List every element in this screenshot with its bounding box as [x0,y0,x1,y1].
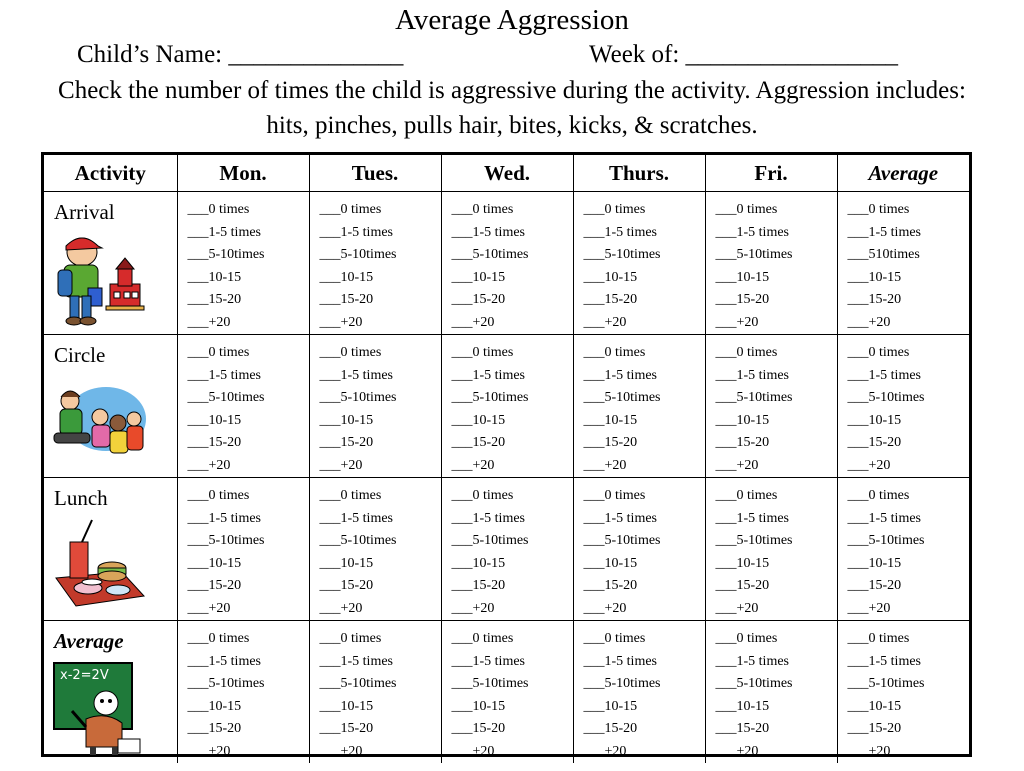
options-cell-mon [177,335,309,478]
options-cell-fri [705,621,837,764]
checkbox-option[interactable]: ___5-10times [319,390,397,405]
checkbox-option[interactable]: ___15-20 [583,435,638,450]
checkbox-option[interactable]: ___10-15 [847,555,902,571]
checkbox-option[interactable]: ___+20 [715,314,759,330]
checkbox-option[interactable]: ___+20 [715,743,759,759]
checkbox-option[interactable]: ___1-5 times [583,510,657,526]
checkbox-option[interactable]: ___+20 [715,600,759,616]
checkbox-option[interactable]: ___0 times [319,345,382,360]
checkbox-option[interactable]: ___10-15 [187,412,242,428]
checkbox-option[interactable]: ___10-15 [583,698,638,714]
child-with-backpack-art [52,232,146,327]
option-list [584,485,705,620]
checkbox-option[interactable]: ___15-20 [847,435,902,450]
aggression-table [44,155,969,763]
activity-label: Average [54,629,124,653]
checkbox-option[interactable]: ___15-20 [319,578,374,593]
checkbox-option[interactable]: ___15-20 [715,578,770,593]
option-list [716,342,837,477]
checkbox-option[interactable]: ___1-5 times [187,367,261,383]
checkbox-option[interactable]: ___+20 [187,457,231,473]
checkbox-option[interactable]: ___1-5 times [451,224,525,240]
options-cell-average [837,192,969,335]
options-cell-thurs [573,335,705,478]
col-header-tues: Tues. [309,155,441,192]
option-list [188,628,309,763]
checkbox-option[interactable]: ___0 times [715,202,778,217]
checkbox-option[interactable]: ___15-20 [451,578,506,593]
checkbox-option[interactable]: ___0 times [319,202,382,217]
checkbox-option[interactable]: ___5-10times [583,533,661,548]
checkbox-option[interactable]: ___15-20 [451,435,506,450]
checkbox-option[interactable]: ___10-15 [583,269,638,285]
checkbox-option[interactable]: ___10-15 [847,269,902,285]
checkbox-option[interactable]: ___5-10times [583,390,661,405]
checkbox-option[interactable]: ___+20 [187,600,231,616]
checkbox-option[interactable]: ___10-15 [319,555,374,571]
header-row [44,155,969,192]
checkbox-option[interactable]: ___15-20 [847,721,902,736]
checkbox-option[interactable]: ___5-10times [847,676,925,691]
option-list [848,628,970,763]
checkbox-option[interactable]: ___10-15 [319,412,374,428]
option-list [584,342,705,477]
checkbox-option[interactable]: ___5-10times [715,676,793,691]
options-cell-fri [705,478,837,621]
option-list [716,485,837,620]
table-row [44,335,969,478]
checkbox-option[interactable]: ___5-10times [715,533,793,548]
checkbox-option[interactable]: ___15-20 [451,721,506,736]
option-list [320,199,441,334]
option-list [848,199,970,334]
option-list [320,628,441,763]
checkbox-option[interactable]: ___5-10times [187,390,265,405]
checkbox-option[interactable]: ___+20 [583,457,627,473]
checkbox-option[interactable]: ___10-15 [715,412,770,428]
checkbox-option[interactable]: ___5-10times [451,390,529,405]
checkbox-option[interactable]: ___1-5 times [187,510,261,526]
checkbox-option[interactable]: ___0 times [583,202,646,217]
checkbox-option[interactable]: ___5-10times [451,676,529,691]
checkbox-option[interactable]: ___10-15 [847,412,902,428]
checkbox-option[interactable]: ___0 times [715,345,778,360]
checkbox-option[interactable]: ___5-10times [319,247,397,262]
chalkboard-math-art [52,661,146,756]
activity-cell [44,335,177,478]
checkbox-option[interactable]: ___0 times [451,345,514,360]
options-cell-thurs [573,192,705,335]
page-title: Average Aggression [395,4,629,36]
checkbox-option[interactable]: ___0 times [451,631,514,646]
options-cell-wed [441,192,573,335]
checkbox-option[interactable]: ___1-5 times [583,224,657,240]
checkbox-option[interactable]: ___15-20 [583,721,638,736]
checkbox-option[interactable]: ___10-15 [715,555,770,571]
checkbox-option[interactable]: ___0 times [451,202,514,217]
checkbox-option[interactable]: ___5-10times [319,676,397,691]
checkbox-option[interactable]: ___10-15 [847,698,902,714]
checkbox-option[interactable]: ___0 times [187,202,250,217]
checkbox-option[interactable]: ___0 times [583,488,646,503]
checkbox-option[interactable]: ___5-10times [451,533,529,548]
checkbox-option[interactable]: ___0 times [847,488,910,503]
checkbox-option[interactable]: ___10-15 [319,698,374,714]
option-list [188,485,309,620]
options-cell-tues [309,478,441,621]
checkbox-option[interactable]: ___5-10times [583,676,661,691]
col-header-fri: Fri. [705,155,837,192]
col-header-activity: Activity [44,155,177,192]
checkbox-option[interactable]: ___0 times [451,488,514,503]
checkbox-option[interactable]: ___10-15 [583,555,638,571]
checkbox-option[interactable]: ___5-10times [715,247,793,262]
checkbox-option[interactable]: ___15-20 [187,578,242,593]
options-cell-thurs [573,621,705,764]
options-cell-average [837,621,969,764]
activity-label: Lunch [54,486,108,510]
checkbox-option[interactable]: ___15-20 [451,292,506,307]
option-list [188,199,309,334]
checkbox-option[interactable]: ___1-5 times [451,510,525,526]
instructions: Check the number of times the child is aggressive during the activity. Aggression includes: hits, pinches, pulls hair, bites, kicks, & scratches. [58,77,966,139]
checkbox-option[interactable]: ___5-10times [187,533,265,548]
checkbox-option[interactable]: ___1-5 times [715,510,789,526]
checkbox-option[interactable]: ___0 times [583,631,646,646]
checkbox-option[interactable]: ___1-5 times [847,224,921,240]
checkbox-option[interactable]: ___15-20 [847,578,902,593]
checkbox-option[interactable]: ___15-20 [847,292,902,307]
options-cell-thurs [573,478,705,621]
checkbox-option[interactable]: ___+20 [319,314,363,330]
checkbox-option[interactable]: ___10-15 [187,269,242,285]
checkbox-option[interactable]: ___10-15 [715,269,770,285]
checkbox-option[interactable]: ___0 times [187,631,250,646]
col-header-average: Average [837,155,969,192]
checkbox-option[interactable]: ___0 times [715,631,778,646]
checkbox-option[interactable]: ___15-20 [583,578,638,593]
checkbox-option[interactable]: ___15-20 [319,292,374,307]
worksheet-header [0,3,1024,143]
option-list [848,485,970,620]
checkbox-option[interactable]: ___+20 [847,600,891,616]
options-cell-fri [705,192,837,335]
options-cell-tues [309,335,441,478]
checkbox-option[interactable]: ___+20 [319,600,363,616]
checkbox-option[interactable]: ___+20 [583,314,627,330]
checkbox-option[interactable]: ___+20 [187,743,231,759]
checkbox-option[interactable]: ___15-20 [715,292,770,307]
options-cell-tues [309,192,441,335]
checkbox-option[interactable]: ___+20 [847,743,891,759]
checkbox-option[interactable]: ___15-20 [583,292,638,307]
child-name-field: Child’s Name: ______________ [77,41,404,68]
option-list [716,199,837,334]
teacher-with-children-art [52,375,146,470]
checkbox-option[interactable]: ___1-5 times [187,224,261,240]
checkbox-option[interactable]: ___15-20 [319,435,374,450]
option-list [452,628,573,763]
checkbox-option[interactable]: ___15-20 [715,721,770,736]
checkbox-option[interactable]: ___+20 [319,743,363,759]
col-header-wed: Wed. [441,155,573,192]
option-list [452,485,573,620]
checkbox-option[interactable]: ___10-15 [451,412,506,428]
checkbox-option[interactable]: ___10-15 [319,269,374,285]
options-cell-average [837,335,969,478]
checkbox-option[interactable]: ___1-5 times [715,224,789,240]
checkbox-option[interactable]: ___+20 [451,600,495,616]
option-list [584,199,705,334]
option-list [320,342,441,477]
checkbox-option[interactable]: ___1-5 times [715,367,789,383]
checkbox-option[interactable]: ___1-5 times [847,367,921,383]
checkbox-option[interactable]: ___10-15 [187,698,242,714]
col-header-thurs: Thurs. [573,155,705,192]
option-list [716,628,837,763]
table-row [44,192,969,335]
checkbox-option[interactable]: ___5-10times [451,247,529,262]
checkbox-option[interactable]: ___+20 [187,314,231,330]
checkbox-option[interactable]: ___5-10times [847,390,925,405]
checkbox-option[interactable]: ___5-10times [847,533,925,548]
option-list [188,342,309,477]
option-list [452,199,573,334]
options-cell-wed [441,621,573,764]
checkbox-option[interactable]: ___0 times [187,345,250,360]
checkbox-option[interactable]: ___+20 [451,743,495,759]
checkbox-option[interactable]: ___1-5 times [583,367,657,383]
checkbox-option[interactable]: ___15-20 [319,721,374,736]
checkbox-option[interactable]: ___1-5 times [319,224,393,240]
options-cell-fri [705,335,837,478]
checkbox-option[interactable]: ___1-5 times [451,367,525,383]
checkbox-option[interactable]: ___+20 [847,457,891,473]
checkbox-option[interactable]: ___5-10times [187,247,265,262]
week-of-field: Week of: _________________ [589,41,899,68]
checkbox-option[interactable]: ___0 times [847,202,910,217]
option-list [320,485,441,620]
options-cell-wed [441,478,573,621]
activity-label: Circle [54,343,106,367]
options-cell-average [837,478,969,621]
options-cell-mon [177,621,309,764]
name-week-row [0,37,1024,73]
checkbox-option[interactable]: ___+20 [583,600,627,616]
checkbox-option[interactable]: ___1-5 times [847,653,921,669]
col-header-mon: Mon. [177,155,309,192]
checkbox-option[interactable]: ___10-15 [715,698,770,714]
option-list [452,342,573,477]
activity-label: Arrival [54,200,115,224]
checkbox-option[interactable]: ___+20 [319,457,363,473]
checkbox-option[interactable]: ___5-10times [715,390,793,405]
activity-cell [44,192,177,335]
checkbox-option[interactable]: ___0 times [187,488,250,503]
checkbox-option[interactable]: ___1-5 times [847,510,921,526]
checkbox-option[interactable]: ___5-10times [583,247,661,262]
checkbox-option[interactable]: ___510times [847,247,920,262]
options-cell-mon [177,478,309,621]
table-row [44,478,969,621]
table-row [44,621,969,764]
options-cell-mon [177,192,309,335]
activity-cell [44,621,177,764]
lunch-tray-art [52,518,146,613]
activity-cell [44,478,177,621]
checkbox-option[interactable]: ___15-20 [187,292,242,307]
chalkboard-text: x-2=2V [60,668,109,683]
checkbox-option[interactable]: ___1-5 times [319,653,393,669]
checkbox-option[interactable]: ___0 times [319,488,382,503]
checkbox-option[interactable]: ___+20 [715,457,759,473]
checkbox-option[interactable]: ___5-10times [319,533,397,548]
checkbox-option[interactable]: ___5-10times [187,676,265,691]
checkbox-option[interactable]: ___0 times [583,345,646,360]
checkbox-option[interactable]: ___10-15 [451,555,506,571]
checkbox-option[interactable]: ___0 times [319,631,382,646]
checkbox-option[interactable]: ___1-5 times [187,653,261,669]
checkbox-option[interactable]: ___15-20 [187,721,242,736]
checkbox-option[interactable]: ___+20 [451,314,495,330]
checkbox-option[interactable]: ___10-15 [583,412,638,428]
options-cell-wed [441,335,573,478]
option-list [584,628,705,763]
checkbox-option[interactable]: ___10-15 [451,698,506,714]
checkbox-option[interactable]: ___+20 [847,314,891,330]
aggression-table-frame [41,152,972,757]
checkbox-option[interactable]: ___1-5 times [319,510,393,526]
option-list [848,342,970,477]
checkbox-option[interactable]: ___0 times [715,488,778,503]
checkbox-option[interactable]: ___1-5 times [319,367,393,383]
options-cell-tues [309,621,441,764]
checkbox-option[interactable]: ___1-5 times [451,653,525,669]
checkbox-option[interactable]: ___15-20 [187,435,242,450]
checkbox-option[interactable]: ___+20 [583,743,627,759]
checkbox-option[interactable]: ___0 times [847,345,910,360]
checkbox-option[interactable]: ___1-5 times [715,653,789,669]
checkbox-option[interactable]: ___1-5 times [583,653,657,669]
checkbox-option[interactable]: ___0 times [847,631,910,646]
checkbox-option[interactable]: ___10-15 [451,269,506,285]
checkbox-option[interactable]: ___15-20 [715,435,770,450]
checkbox-option[interactable]: ___+20 [451,457,495,473]
checkbox-option[interactable]: ___10-15 [187,555,242,571]
